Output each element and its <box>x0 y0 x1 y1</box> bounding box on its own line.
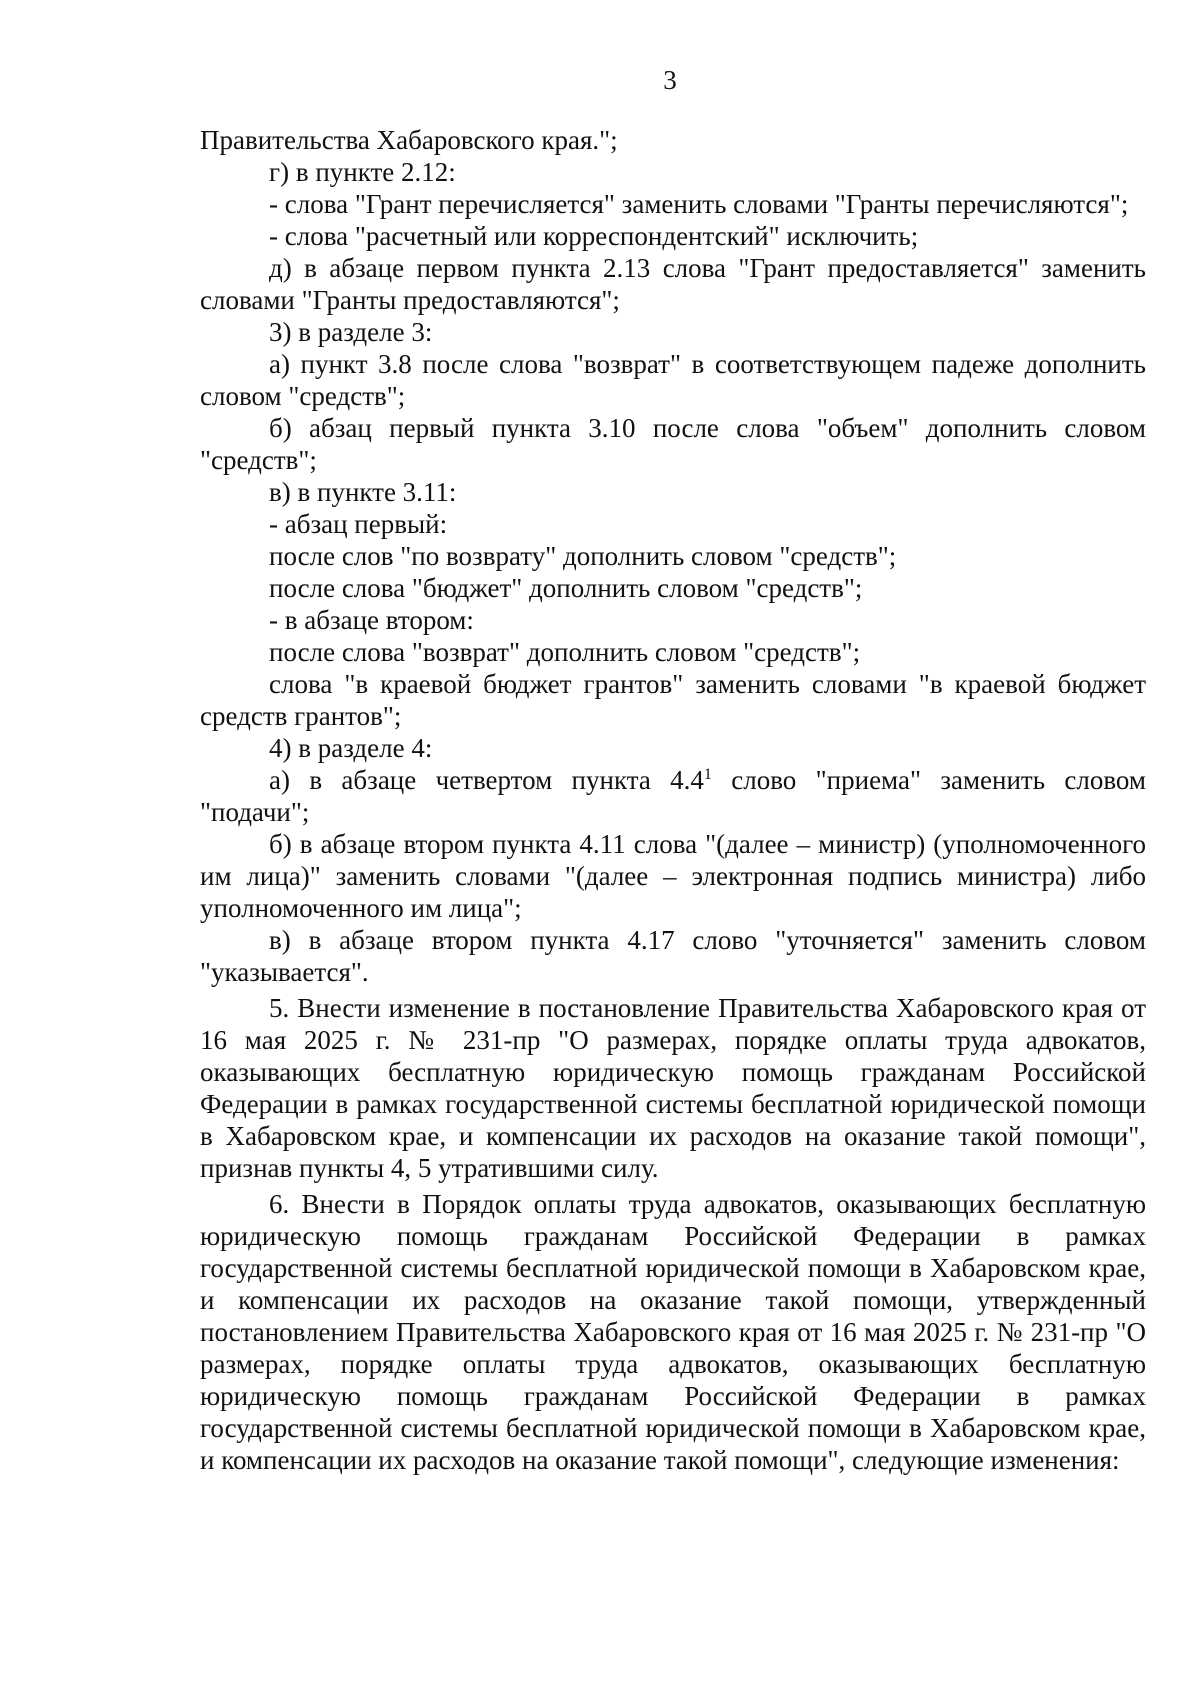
paragraph-after-vozvrat: после слова "возврат" дополнить словом "средств"; <box>269 637 861 667</box>
paragraph-item-a-3-8: а) пункт 3.8 после слова "возврат" в соответствующем падеже дополнить словом "средств"; <box>200 349 1146 411</box>
paragraph-item-d: д) в абзаце первом пункта 2.13 слова "Грант предоставляется" заменить словами "Гранты предоставляются"; <box>200 253 1146 315</box>
paragraph-item-a-4-4-start: а) в абзаце четвертом пункта 4.4 <box>269 765 704 795</box>
paragraph-item-a-4-4-end: слово "приема" заменить словом "подачи"; <box>200 765 1146 827</box>
paragraph-words-account: - слова "расчетный или корреспондентский" исключить; <box>269 221 919 251</box>
paragraph-item-g: г) в пункте 2.12: <box>269 157 456 187</box>
paragraph-first-abzac: - абзац первый: <box>269 509 448 539</box>
paragraph-item-v-3-11: в) в пункте 3.11: <box>269 477 457 507</box>
paragraph-item-a-4-4 <box>200 764 1146 828</box>
paragraph-clause-5: 5. Внести изменение в постановление Правительства Хабаровского края от 16 мая 2025 г. № 231-пр "О размерах, порядке оплаты труда адвокатов, оказывающих бесплатную юридическую помощь гражданам Российской Федерации в рамках государственной системы бесплатной юридической помощи в Хабаровском крае, и компенсации их расходов на оказание такой помощи", признав пункты 4, 5 утратившими силу. <box>200 993 1146 1183</box>
paragraph-continuation: Правительства Хабаровского края."; <box>200 125 618 155</box>
paragraph-grants-budget: слова "в краевой бюджет грантов" заменить словами "в краевой бюджет средств грантов"; <box>200 669 1146 731</box>
paragraph-second-abzac: - в абзаце втором: <box>269 605 474 635</box>
paragraph-words-grant: - слова "Грант перечисляется" заменить словами "Гранты перечисляются"; <box>269 189 1129 219</box>
paragraph-clause-6: 6. Внести в Порядок оплаты труда адвокатов, оказывающих бесплатную юридическую помощь гражданам Российской Федерации в рамках государственной системы бесплатной юридической помощи в Хабаровском крае, и компенсации их расходов на оказание такой помощи, утвержденный постановлением Правительства Хабаровского края от 16 мая 2025 г. № 231-пр "О размерах, порядке оплаты труда адвокатов, оказывающих бесплатную юридическую помощь гражданам Российской Федерации в рамках государственной системы бесплатной юридической помощи в Хабаровском крае, и компенсации их расходов на оказание такой помощи", следующие изменения: <box>200 1189 1146 1475</box>
paragraph-section-4: 4) в разделе 4: <box>269 733 433 763</box>
paragraph-section-3: 3) в разделе 3: <box>269 317 433 347</box>
paragraph-after-budget: после слова "бюджет" дополнить словом "средств"; <box>269 573 863 603</box>
document-body <box>200 124 1146 1476</box>
paragraph-item-b-4-11: б) в абзаце втором пункта 4.11 слова "(далее – министр) (уполномоченного им лица)" заменить словами "(далее – электронная подпись министра) либо уполномоченного им лица"; <box>200 829 1146 923</box>
superscript-index: 1 <box>703 766 712 783</box>
paragraph-item-v-4-17: в) в абзаце втором пункта 4.17 слово "уточняется" заменить словом "указывается". <box>200 925 1146 987</box>
paragraph-item-b-3-10: б) абзац первый пункта 3.10 после слова "объем" дополнить словом "средств"; <box>200 413 1146 475</box>
page-number: 3 <box>663 65 677 95</box>
paragraph-after-po-vozvratu: после слов "по возврату" дополнить словом "средств"; <box>269 541 897 571</box>
